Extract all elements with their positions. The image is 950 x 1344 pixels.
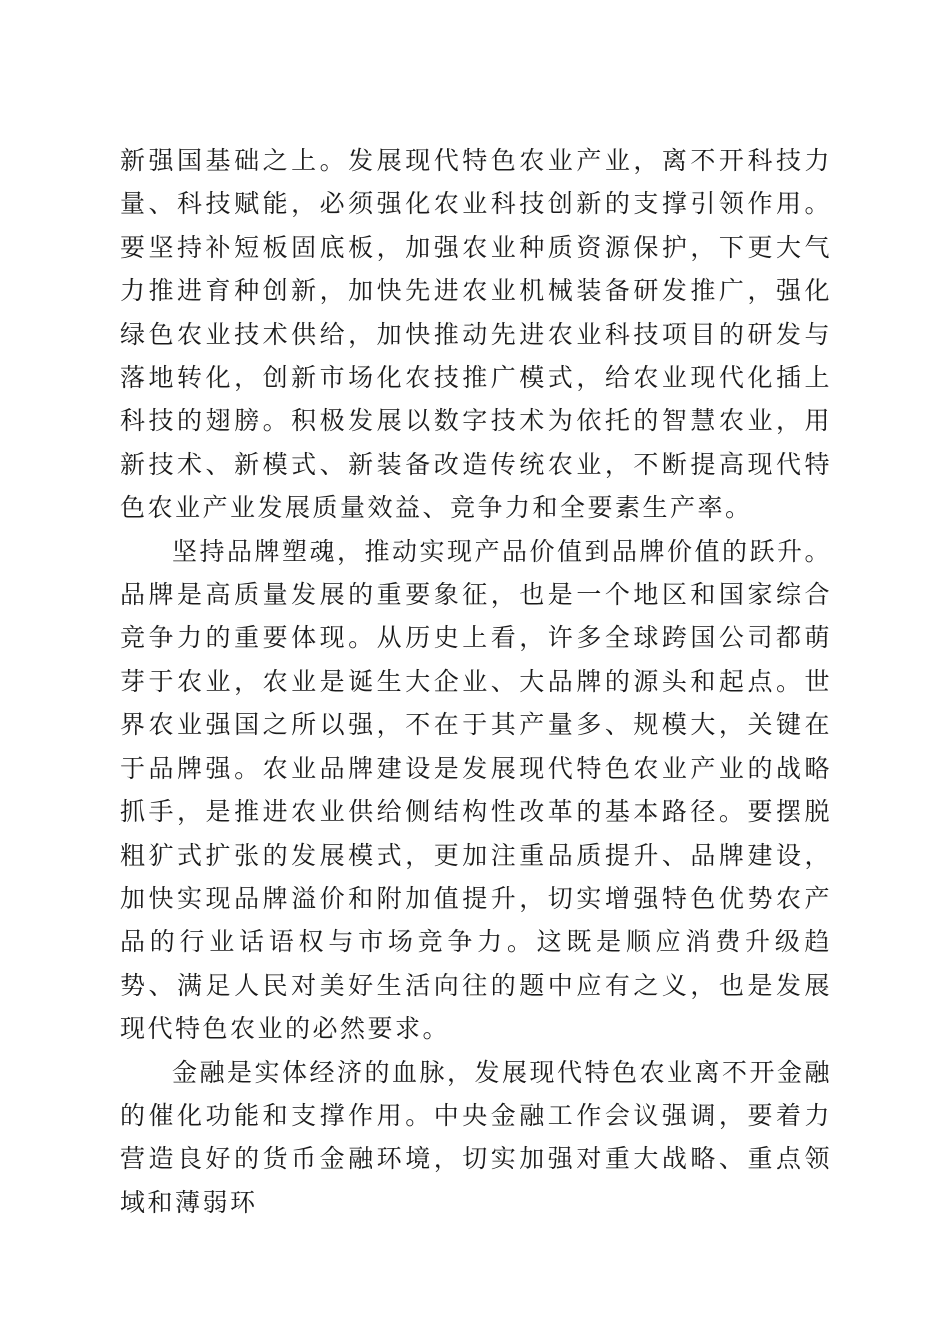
paragraph-science-technology: 新强国基础之上。发展现代特色农业产业，离不开科技力量、科技赋能，必须强化农业科技创新的支撑引领作用。要坚持补短板固底板，加强农业种质资源保护，下更大气力推进育种创新，加快先进农业机械装备研发推广，强化绿色农业技术供给，加快推动先进农业科技项目的研发与落地转化，创新市场化农技推广模式，给农业现代化插上科技的翅膀。积极发展以数字技术为依托的智慧农业，用新技术、新模式、新装备改造传统农业，不断提高现代特色农业产业发展质量效益、竞争力和全要素生产率。 <box>120 146 832 523</box>
paragraph-finance: 金融是实体经济的血脉，发展现代特色农业离不开金融的催化功能和支撑作用。中央金融工作会议强调，要着力营造良好的货币金融环境，切实加强对重大战略、重点领域和薄弱环 <box>120 1057 833 1217</box>
paragraph-brand-building: 坚持品牌塑魂，推动实现产品价值到品牌价值的跃升。品牌是高质量发展的重要象征，也是一个地区和国家综合竞争力的重要体现。从历史上看，许多全球跨国公司都萌芽于农业，农业是诞生大企业、大品牌的源头和起点。世界农业强国之所以强，不在于其产量多、规模大，关键在于品牌强。农业品牌建设是发展现代特色农业产业的战略抓手，是推进农业供给侧结构性改革的基本路径。要摆脱粗犷式扩张的发展模式，更加注重品质提升、品牌建设，加快实现品牌溢价和附加值提升，切实增强特色优势农产品的行业话语权与市场竞争力。这既是顺应消费升级趋势、满足人民对美好生活向往的题中应有之义，也是发展现代特色农业的必然要求。 <box>120 536 833 1044</box>
document-page <box>120 139 832 1224</box>
